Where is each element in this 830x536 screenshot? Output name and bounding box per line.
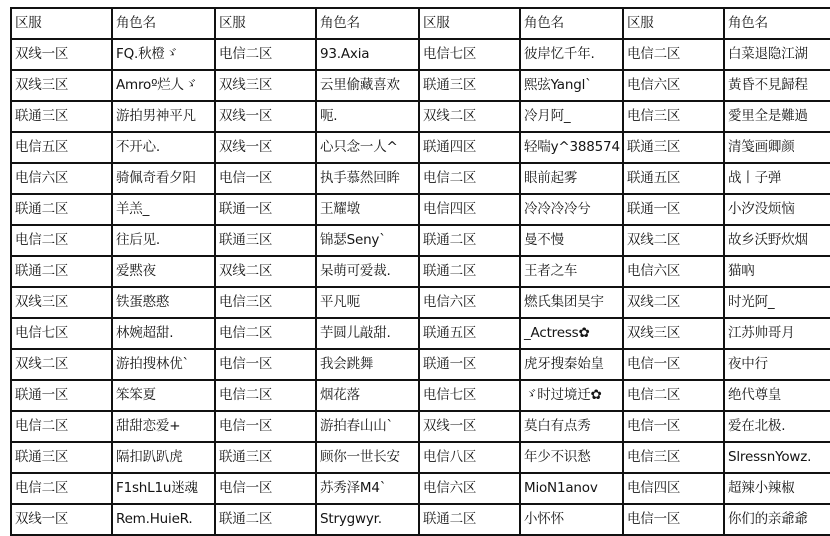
character-name-cell: 游拍搜林优` (112, 349, 215, 380)
table-row (11, 39, 830, 70)
zone-cell: 联通三区 (215, 442, 316, 473)
character-name-cell: 锦瑟Seny` (316, 225, 419, 256)
header-cell-name: 角色名 (316, 8, 419, 39)
character-name-cell: Rem.HuieR. (112, 504, 215, 535)
zone-cell: 联通一区 (11, 380, 112, 411)
zone-cell: 电信六区 (419, 287, 520, 318)
table-row (11, 473, 830, 504)
zone-cell: 电信六区 (11, 163, 112, 194)
character-name-cell: F1shL1u迷魂 (112, 473, 215, 504)
header-cell-zone: 区服 (623, 8, 724, 39)
character-name-cell: 骑佩奇看夕阳 (112, 163, 215, 194)
character-name-cell: 江苏帅哥月 (724, 318, 830, 349)
character-name-cell: 彼岸忆千年. (520, 39, 623, 70)
character-name-cell: 游拍春山山` (316, 411, 419, 442)
character-name-cell: 莫白有点秀 (520, 411, 623, 442)
zone-cell: 电信六区 (419, 473, 520, 504)
character-name-cell: 呃. (316, 101, 419, 132)
header-cell-name: 角色名 (520, 8, 623, 39)
zone-cell: 电信一区 (623, 411, 724, 442)
zone-cell: 双线一区 (215, 132, 316, 163)
character-name-cell: 冷月阿_ (520, 101, 623, 132)
zone-cell: 电信一区 (215, 349, 316, 380)
character-name-cell: 时光阿_ (724, 287, 830, 318)
character-name-cell: 平凡呃 (316, 287, 419, 318)
character-name-cell: 小汐没烦恼 (724, 194, 830, 225)
character-name-cell: 冷冷冷冷兮 (520, 194, 623, 225)
header-row (11, 8, 830, 39)
character-name-cell: 清笺画卿颜 (724, 132, 830, 163)
table-row (11, 70, 830, 101)
character-name-cell: FQ.秋橙ゞ (112, 39, 215, 70)
zone-cell: 联通二区 (11, 256, 112, 287)
character-name-cell: 林婉超甜. (112, 318, 215, 349)
character-name-cell: 虎牙搜秦始皇 (520, 349, 623, 380)
roster-table (10, 7, 830, 536)
character-name-cell: 轻喘y^388574 (520, 132, 623, 163)
zone-cell: 双线二区 (623, 225, 724, 256)
header-cell-name: 角色名 (112, 8, 215, 39)
zone-cell: 双线一区 (419, 411, 520, 442)
zone-cell: 双线三区 (623, 318, 724, 349)
zone-cell: 联通二区 (11, 194, 112, 225)
zone-cell: 电信三区 (623, 101, 724, 132)
character-name-cell: 游拍男神平凡 (112, 101, 215, 132)
character-name-cell: 93.Axia (316, 39, 419, 70)
zone-cell: 电信一区 (215, 411, 316, 442)
table-row (11, 380, 830, 411)
character-name-cell: 愛里全是難過 (724, 101, 830, 132)
character-name-cell: _Actress✿ (520, 318, 623, 349)
zone-cell: 双线一区 (11, 504, 112, 535)
character-name-cell: 熙弦Yangl` (520, 70, 623, 101)
zone-cell: 电信七区 (419, 39, 520, 70)
character-name-cell: 爱黙夜 (112, 256, 215, 287)
character-name-cell: 顾你一世长安 (316, 442, 419, 473)
character-name-cell: 芋圆儿敲甜. (316, 318, 419, 349)
zone-cell: 电信二区 (215, 380, 316, 411)
character-name-cell: 羊羔_ (112, 194, 215, 225)
character-name-cell: 燃氏集团昊宇 (520, 287, 623, 318)
zone-cell: 双线一区 (215, 101, 316, 132)
header-cell-zone: 区服 (419, 8, 520, 39)
zone-cell: 电信七区 (419, 380, 520, 411)
character-name-cell: 王者之车 (520, 256, 623, 287)
zone-cell: 电信二区 (11, 473, 112, 504)
character-name-cell: 苏秀泽M4` (316, 473, 419, 504)
zone-cell: 电信一区 (215, 473, 316, 504)
character-name-cell: Strygwyr. (316, 504, 419, 535)
character-name-cell: 你们的亲爺爺 (724, 504, 830, 535)
zone-cell: 电信二区 (215, 318, 316, 349)
table-row (11, 194, 830, 225)
zone-cell: 电信二区 (215, 39, 316, 70)
zone-cell: 电信八区 (419, 442, 520, 473)
zone-cell: 电信二区 (623, 39, 724, 70)
character-name-cell: 夜中行 (724, 349, 830, 380)
zone-cell: 电信七区 (11, 318, 112, 349)
zone-cell: 电信三区 (215, 287, 316, 318)
zone-cell: 联通三区 (11, 101, 112, 132)
character-name-cell: 曼不慢 (520, 225, 623, 256)
table-row (11, 225, 830, 256)
zone-cell: 电信四区 (623, 473, 724, 504)
table-row (11, 256, 830, 287)
character-name-cell: SlressnYowz. (724, 442, 830, 473)
zone-cell: 电信一区 (623, 504, 724, 535)
zone-cell: 双线三区 (215, 70, 316, 101)
zone-cell: 双线二区 (623, 287, 724, 318)
table-row (11, 442, 830, 473)
zone-cell: 电信一区 (215, 163, 316, 194)
zone-cell: 电信二区 (623, 380, 724, 411)
zone-cell: 双线二区 (11, 349, 112, 380)
zone-cell: 电信四区 (419, 194, 520, 225)
zone-cell: 双线三区 (11, 287, 112, 318)
character-name-cell: 故乡沃野炊烟 (724, 225, 830, 256)
character-name-cell: 战丨子弹 (724, 163, 830, 194)
table-row (11, 287, 830, 318)
character-name-cell: 我会跳舞 (316, 349, 419, 380)
table-row (11, 132, 830, 163)
character-name-cell: 猫吶 (724, 256, 830, 287)
header-cell-zone: 区服 (215, 8, 316, 39)
character-name-cell: 眼前起雾 (520, 163, 623, 194)
character-name-cell: 笨笨夏 (112, 380, 215, 411)
zone-cell: 联通三区 (11, 442, 112, 473)
zone-cell: 联通一区 (215, 194, 316, 225)
character-name-cell: 铁蛋憨憨 (112, 287, 215, 318)
character-name-cell: 黃昏不見歸程 (724, 70, 830, 101)
zone-cell: 联通二区 (419, 225, 520, 256)
character-name-cell: 爱在北极. (724, 411, 830, 442)
table-row (11, 504, 830, 535)
zone-cell: 电信三区 (623, 442, 724, 473)
zone-cell: 电信六区 (623, 256, 724, 287)
zone-cell: 双线一区 (11, 39, 112, 70)
zone-cell: 联通二区 (419, 504, 520, 535)
table-row (11, 318, 830, 349)
table-body (11, 8, 830, 535)
header-cell-zone: 区服 (11, 8, 112, 39)
zone-cell: 双线三区 (11, 70, 112, 101)
zone-cell: 联通三区 (623, 132, 724, 163)
character-name-cell: 往后见. (112, 225, 215, 256)
zone-cell: 电信五区 (11, 132, 112, 163)
zone-cell: 联通二区 (419, 256, 520, 287)
character-name-cell: 小怀怀 (520, 504, 623, 535)
header-cell-name: 角色名 (724, 8, 830, 39)
zone-cell: 联通三区 (419, 70, 520, 101)
zone-cell: 联通五区 (623, 163, 724, 194)
character-name-cell: ゞ时过境迁✿ (520, 380, 623, 411)
zone-cell: 联通一区 (623, 194, 724, 225)
zone-cell: 联通三区 (215, 225, 316, 256)
zone-cell: 联通五区 (419, 318, 520, 349)
table-row (11, 411, 830, 442)
zone-cell: 电信一区 (623, 349, 724, 380)
character-name-cell: 不开心. (112, 132, 215, 163)
character-name-cell: 王耀墩 (316, 194, 419, 225)
zone-cell: 电信二区 (419, 163, 520, 194)
character-name-cell: 年少不识愁 (520, 442, 623, 473)
zone-cell: 电信二区 (11, 225, 112, 256)
character-name-cell: 超辣小辣椒 (724, 473, 830, 504)
zone-cell: 电信六区 (623, 70, 724, 101)
zone-cell: 电信二区 (11, 411, 112, 442)
character-name-cell: 绝代尊皇 (724, 380, 830, 411)
table-row (11, 163, 830, 194)
zone-cell: 双线二区 (215, 256, 316, 287)
character-name-cell: 心只念一人^ (316, 132, 419, 163)
table-row (11, 349, 830, 380)
zone-cell: 联通一区 (419, 349, 520, 380)
character-name-cell: 甜甜恋爱+ (112, 411, 215, 442)
zone-cell: 双线二区 (419, 101, 520, 132)
character-name-cell: 白菜退隐江湖 (724, 39, 830, 70)
zone-cell: 联通四区 (419, 132, 520, 163)
character-name-cell: 执手慕然回眸 (316, 163, 419, 194)
character-name-cell: 呆萌可爱裁. (316, 256, 419, 287)
character-name-cell: Amroº烂人ゞ (112, 70, 215, 101)
character-name-cell: 烟花落 (316, 380, 419, 411)
character-name-cell: 隔扣趴趴虎 (112, 442, 215, 473)
table-row (11, 101, 830, 132)
character-name-cell: MioN1anov (520, 473, 623, 504)
zone-cell: 联通二区 (215, 504, 316, 535)
character-name-cell: 云里偷藏喜欢 (316, 70, 419, 101)
